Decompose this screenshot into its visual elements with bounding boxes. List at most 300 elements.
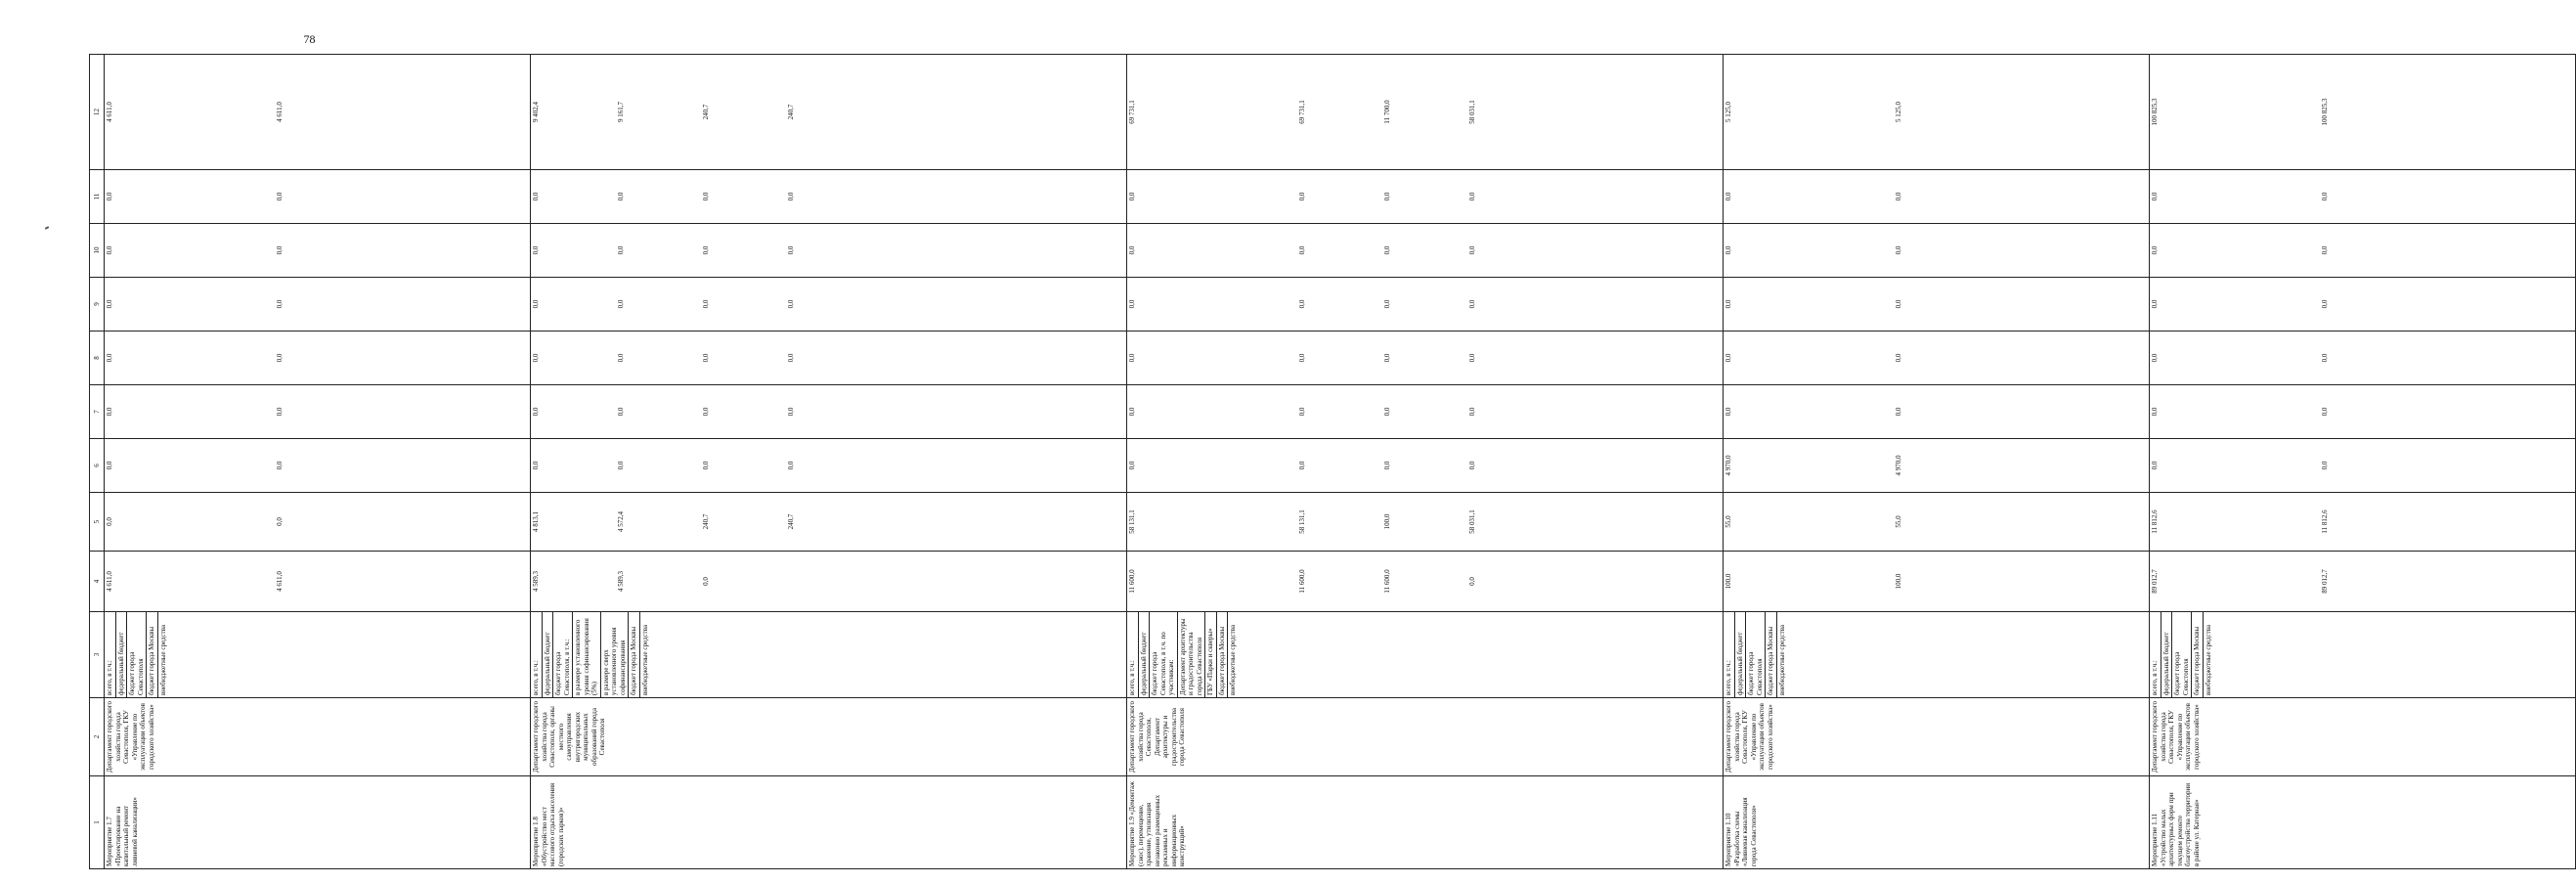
value: 0,0 — [2151, 245, 2159, 255]
value-cell-v4 — [2150, 552, 2576, 612]
table-row — [531, 55, 1127, 869]
value — [190, 385, 275, 438]
value — [1637, 552, 1723, 611]
funding-source: бюджет города Москвы — [629, 612, 640, 697]
value-cell-v10 — [105, 224, 531, 278]
value — [1212, 493, 1297, 551]
value: 11 600,0 — [1128, 569, 1136, 594]
value-cell-v12 — [531, 55, 1127, 170]
funding-sources — [105, 612, 531, 698]
value: 0,0 — [787, 299, 795, 309]
value-cell-v11 — [105, 170, 531, 224]
value — [2064, 224, 2149, 277]
value: 0,0 — [1468, 461, 1476, 470]
value: 0,0 — [106, 353, 113, 363]
value: 0,0 — [617, 192, 625, 201]
value-cell-v8 — [2150, 332, 2576, 385]
value: 4 611,0 — [276, 571, 284, 592]
funding-source: всего, в т.ч.: — [2150, 612, 2161, 697]
value: 11 700,0 — [1383, 100, 1391, 124]
value-cell-v12 — [2150, 55, 2576, 170]
value — [2490, 439, 2575, 492]
table-row — [2150, 55, 2576, 869]
value: 0,0 — [787, 407, 795, 417]
value: 58 031,1 — [1468, 100, 1476, 124]
value: 9 161,7 — [617, 102, 625, 122]
measure-name: Мероприятие 1.10 «Разработка схемы «Ливневая канализация города Севастополя» — [1724, 776, 2150, 869]
value: 0,0 — [532, 245, 540, 255]
funding-source: бюджет города Москвы — [2192, 612, 2204, 697]
value-cell-v5 — [2150, 493, 2576, 552]
value — [360, 552, 445, 611]
value: 100,0 — [1725, 573, 1732, 590]
value: 0,0 — [1468, 299, 1476, 309]
value — [2490, 552, 2575, 611]
value — [2064, 278, 2149, 331]
value: 0,0 — [702, 245, 710, 255]
funding-source: бюджет города Москвы — [1766, 612, 1777, 697]
value — [2064, 552, 2149, 611]
value: 100 825,3 — [2321, 98, 2329, 126]
value — [1212, 278, 1297, 331]
value: 240,7 — [702, 513, 710, 530]
value-cell-v5 — [1724, 493, 2150, 552]
value — [1212, 224, 1297, 277]
value: 0,0 — [106, 299, 113, 309]
value-cell-v4 — [1724, 552, 2150, 612]
value: 0,0 — [1298, 192, 1306, 201]
value — [190, 224, 275, 277]
value: 0,0 — [787, 461, 795, 470]
value: 0,0 — [2321, 245, 2329, 255]
column-header-10: 10 — [90, 224, 105, 278]
value: 0,0 — [1895, 192, 1902, 201]
value — [1552, 278, 1637, 331]
value — [190, 55, 275, 169]
funding-source: всего, в т.ч.: — [1127, 612, 1139, 697]
value: 0,0 — [1468, 245, 1476, 255]
value: 0,0 — [617, 245, 625, 255]
value — [956, 493, 1041, 551]
value — [1637, 278, 1723, 331]
value — [190, 332, 275, 384]
column-header-12: 12 — [90, 55, 105, 170]
value — [1637, 332, 1723, 384]
value — [1552, 552, 1637, 611]
value — [2064, 332, 2149, 384]
value-cell-v10 — [1127, 224, 1724, 278]
value-cell-v5 — [1127, 493, 1724, 552]
value: 0,0 — [617, 407, 625, 417]
value — [1212, 170, 1297, 223]
value: 0,0 — [1128, 192, 1136, 201]
table-header-row — [90, 55, 105, 869]
value: 11 812,6 — [2151, 509, 2159, 534]
value — [1979, 55, 2064, 169]
value: 0,0 — [276, 517, 284, 526]
value: 0,0 — [532, 461, 540, 470]
value: 4 970,0 — [1725, 455, 1732, 476]
value — [360, 278, 445, 331]
value: 4 589,3 — [532, 571, 540, 592]
value: 4 572,4 — [617, 511, 625, 532]
value — [2235, 439, 2320, 492]
value: 0,0 — [276, 353, 284, 363]
value — [1552, 439, 1637, 492]
value-cell-v9 — [1724, 278, 2150, 332]
budget-table — [89, 54, 2576, 869]
value: 0,0 — [2151, 299, 2159, 309]
value — [2405, 552, 2490, 611]
value — [1041, 332, 1126, 384]
value — [871, 332, 956, 384]
value — [956, 170, 1041, 223]
value: 0,0 — [702, 353, 710, 363]
value — [956, 224, 1041, 277]
value — [2405, 278, 2490, 331]
value: 0,0 — [1383, 353, 1391, 363]
value-cell-v5 — [531, 493, 1127, 552]
value — [1809, 278, 1894, 331]
value — [2064, 55, 2149, 169]
value: 58 131,1 — [1298, 509, 1306, 534]
column-header-11: 11 — [90, 170, 105, 224]
value-cell-v9 — [2150, 278, 2576, 332]
value: 0,0 — [702, 192, 710, 201]
funding-source: внебюджетные средства — [1777, 624, 1786, 695]
funding-source: внебюджетные средства — [640, 624, 649, 695]
value — [2235, 385, 2320, 438]
value-cell-v6 — [105, 439, 531, 493]
value: 58 031,1 — [1468, 509, 1476, 534]
value — [190, 439, 275, 492]
value — [956, 278, 1041, 331]
executor-name: Департамент городского хозяйства города Севастополя, ГКУ «Управление по эксплуатации объектов городского хозяйства» — [1724, 698, 2150, 776]
value — [871, 55, 956, 169]
page-number: 78 — [303, 32, 316, 46]
table-row — [105, 55, 531, 869]
value — [871, 439, 956, 492]
value — [2405, 332, 2490, 384]
funding-source: бюджет города Севастополя, в т.ч. по участникам: — [1150, 612, 1178, 697]
value — [1809, 552, 1894, 611]
value — [190, 170, 275, 223]
value — [445, 439, 530, 492]
value — [190, 278, 275, 331]
value: 4 970,0 — [1895, 455, 1902, 476]
column-header-9: 9 — [90, 278, 105, 332]
value — [445, 493, 530, 551]
funding-source: всего, в т.ч.: — [531, 612, 543, 697]
value — [360, 385, 445, 438]
funding-source: бюджет города Москвы — [147, 612, 158, 697]
funding-source: бюджет города Севастополя, в т.ч.: — [553, 612, 573, 697]
value: 0,0 — [2321, 407, 2329, 417]
value: 11 600,0 — [1383, 569, 1391, 594]
value: 4 589,3 — [617, 571, 625, 592]
value: 0,0 — [1725, 192, 1732, 201]
value — [871, 385, 956, 438]
value — [2235, 552, 2320, 611]
value — [871, 170, 956, 223]
value: 11 812,6 — [2321, 509, 2329, 534]
value: 0,0 — [1128, 407, 1136, 417]
value — [871, 224, 956, 277]
value — [190, 552, 275, 611]
value — [445, 55, 530, 169]
value-cell-v11 — [1724, 170, 2150, 224]
value: 0,0 — [106, 245, 113, 255]
funding-source: федеральный бюджет — [116, 612, 128, 697]
table-body — [90, 55, 2576, 869]
value — [360, 439, 445, 492]
funding-source: федеральный бюджет — [543, 612, 554, 697]
value: 0,0 — [106, 192, 113, 201]
funding-source: внебюджетные средства — [2204, 624, 2212, 695]
value: 0,0 — [2321, 461, 2329, 470]
value: 0,0 — [617, 353, 625, 363]
value: 0,0 — [1725, 407, 1732, 417]
value: 0,0 — [1468, 353, 1476, 363]
funding-sources — [1724, 612, 2150, 698]
value: 0,0 — [1298, 407, 1306, 417]
funding-source: бюджет города Севастополя — [1746, 612, 1766, 697]
value-cell-v8 — [1724, 332, 2150, 385]
value — [1552, 385, 1637, 438]
value — [2490, 55, 2575, 169]
value: 240,7 — [787, 104, 795, 120]
value: 0,0 — [276, 192, 284, 201]
value-cell-v10 — [531, 224, 1127, 278]
value: 0,0 — [702, 461, 710, 470]
value — [1809, 224, 1894, 277]
value — [2064, 493, 2149, 551]
funding-sources — [1127, 612, 1724, 698]
value — [2490, 332, 2575, 384]
value: 55,0 — [1895, 515, 1902, 528]
value — [1552, 493, 1637, 551]
value-cell-v7 — [1724, 385, 2150, 439]
value — [1212, 385, 1297, 438]
value-cell-v12 — [1127, 55, 1724, 170]
table-row — [1724, 55, 2150, 869]
value: 0,0 — [1128, 245, 1136, 255]
value — [2235, 55, 2320, 169]
value — [1041, 55, 1126, 169]
value: 0,0 — [1468, 192, 1476, 201]
value: 240,7 — [787, 513, 795, 530]
value — [445, 224, 530, 277]
measure-name: Мероприятие 1.11 «Устройство малых архитектурных форм при текущем ремонте благоустройства территории в районе ул. Катерная» — [2150, 776, 2576, 869]
value — [956, 552, 1041, 611]
value: 0,0 — [1298, 245, 1306, 255]
value — [1041, 278, 1126, 331]
value-cell-v11 — [531, 170, 1127, 224]
value: 0,0 — [106, 517, 113, 526]
funding-source: всего, в т.ч.: — [1724, 612, 1735, 697]
value — [445, 332, 530, 384]
value — [1979, 385, 2064, 438]
value — [1041, 493, 1126, 551]
value — [445, 278, 530, 331]
funding-source: внебюджетные средства — [158, 624, 167, 695]
value-cell-v7 — [531, 385, 1127, 439]
value — [1552, 55, 1637, 169]
value — [786, 552, 871, 611]
value: 0,0 — [1895, 299, 1902, 309]
value — [1552, 224, 1637, 277]
value-cell-v12 — [105, 55, 531, 170]
value — [1809, 55, 1894, 169]
value: 89 012,7 — [2321, 569, 2329, 594]
funding-source: федеральный бюджет — [2161, 612, 2173, 697]
value — [1212, 55, 1297, 169]
executor-name: Департамент городского хозяйства города Севастополя, Департамент архитектуры и градостроительства города Севастополя — [1127, 698, 1724, 776]
value-cell-v6 — [1127, 439, 1724, 493]
column-header-6: 6 — [90, 439, 105, 493]
value: 0,0 — [1383, 245, 1391, 255]
value: 0,0 — [276, 245, 284, 255]
value: 0,0 — [276, 407, 284, 417]
rotated-table-wrapper — [89, 55, 2329, 869]
scan-mark — [45, 226, 49, 230]
value: 0,0 — [2321, 353, 2329, 363]
value: 0,0 — [702, 577, 710, 586]
value — [1212, 552, 1297, 611]
value: 0,0 — [1725, 299, 1732, 309]
funding-source: ГБУ «Парки и скверы» — [1205, 612, 1217, 697]
column-header-3: 3 — [90, 612, 105, 698]
value: 0,0 — [702, 407, 710, 417]
value: 100 825,3 — [2151, 98, 2159, 126]
value — [2405, 439, 2490, 492]
value — [2405, 224, 2490, 277]
value: 4 611,0 — [276, 102, 284, 122]
rotated-table-area — [89, 55, 2329, 869]
value: 0,0 — [1128, 353, 1136, 363]
value — [2064, 170, 2149, 223]
value-cell-v10 — [1724, 224, 2150, 278]
value: 4 611,0 — [106, 571, 113, 592]
value: 0,0 — [1468, 577, 1476, 586]
value — [1041, 385, 1126, 438]
value: 240,7 — [702, 104, 710, 120]
value — [360, 224, 445, 277]
value — [2235, 224, 2320, 277]
funding-sources — [2150, 612, 2576, 698]
value — [956, 332, 1041, 384]
measure-name: Мероприятие 1.9 «Демонтаж (снос), перемещение, хранение, утилизация незаконно размещенных рекламных и информационных конструкций» — [1127, 776, 1724, 869]
value: 0,0 — [2151, 353, 2159, 363]
value-cell-v6 — [2150, 439, 2576, 493]
value — [1979, 278, 2064, 331]
value-cell-v7 — [105, 385, 531, 439]
value: 69 731,1 — [1128, 100, 1136, 124]
value — [2235, 493, 2320, 551]
value-cell-v8 — [531, 332, 1127, 385]
value — [1979, 224, 2064, 277]
table-row — [1127, 55, 1724, 869]
value — [1552, 332, 1637, 384]
value: 100,0 — [1383, 513, 1391, 530]
value: 0,0 — [617, 299, 625, 309]
value — [360, 55, 445, 169]
value-cell-v8 — [1127, 332, 1724, 385]
value: 55,0 — [1725, 515, 1732, 528]
value: 0,0 — [106, 407, 113, 417]
value-cell-v7 — [2150, 385, 2576, 439]
value — [2490, 493, 2575, 551]
funding-sources — [531, 612, 1127, 698]
funding-source: в размере сверх установленного уровня софинансирования — [601, 612, 630, 697]
value — [871, 552, 956, 611]
value — [1979, 552, 2064, 611]
value — [1637, 385, 1723, 438]
funding-source: всего, в т.ч.: — [105, 612, 116, 697]
value-cell-v4 — [531, 552, 1127, 612]
value — [1809, 385, 1894, 438]
funding-source: бюджет города Севастополя — [127, 612, 147, 697]
value: 4 611,0 — [106, 102, 113, 122]
value — [1212, 332, 1297, 384]
value: 0,0 — [1383, 461, 1391, 470]
value: 89 012,7 — [2151, 569, 2159, 594]
value-cell-v12 — [1724, 55, 2150, 170]
value-cell-v4 — [105, 552, 531, 612]
value — [2405, 55, 2490, 169]
value: 0,0 — [532, 407, 540, 417]
value — [1552, 170, 1637, 223]
value — [360, 170, 445, 223]
value — [1979, 332, 2064, 384]
value — [956, 439, 1041, 492]
executor-name: Департамент городского хозяйства города Севастополя, органы местного самоуправления внутригородских муниципальных образований города Севастополя — [531, 698, 1127, 776]
value-cell-v6 — [1724, 439, 2150, 493]
value: 0,0 — [1725, 245, 1732, 255]
funding-source: бюджет города Севастополя — [2172, 612, 2192, 697]
funding-source: бюджет города Москвы — [1217, 612, 1229, 697]
value-cell-v9 — [531, 278, 1127, 332]
value — [2235, 278, 2320, 331]
value: 0,0 — [787, 192, 795, 201]
value — [871, 493, 956, 551]
value — [360, 332, 445, 384]
value-cell-v9 — [1127, 278, 1724, 332]
column-header-8: 8 — [90, 332, 105, 385]
value: 0,0 — [1383, 192, 1391, 201]
value — [1637, 439, 1723, 492]
value: 0,0 — [702, 299, 710, 309]
value: 0,0 — [106, 461, 113, 470]
value — [360, 493, 445, 551]
value — [1979, 493, 2064, 551]
value — [1212, 439, 1297, 492]
value — [2405, 385, 2490, 438]
value: 4 813,1 — [532, 511, 540, 532]
value-cell-v8 — [105, 332, 531, 385]
value: 0,0 — [2151, 192, 2159, 201]
value: 0,0 — [787, 245, 795, 255]
value — [2490, 170, 2575, 223]
value: 0,0 — [1128, 299, 1136, 309]
value — [2490, 224, 2575, 277]
column-header-4: 4 — [90, 552, 105, 612]
value — [1809, 493, 1894, 551]
column-header-2: 2 — [90, 698, 105, 776]
funding-source: федеральный бюджет — [1139, 612, 1151, 697]
value — [2235, 170, 2320, 223]
value — [1637, 55, 1723, 169]
